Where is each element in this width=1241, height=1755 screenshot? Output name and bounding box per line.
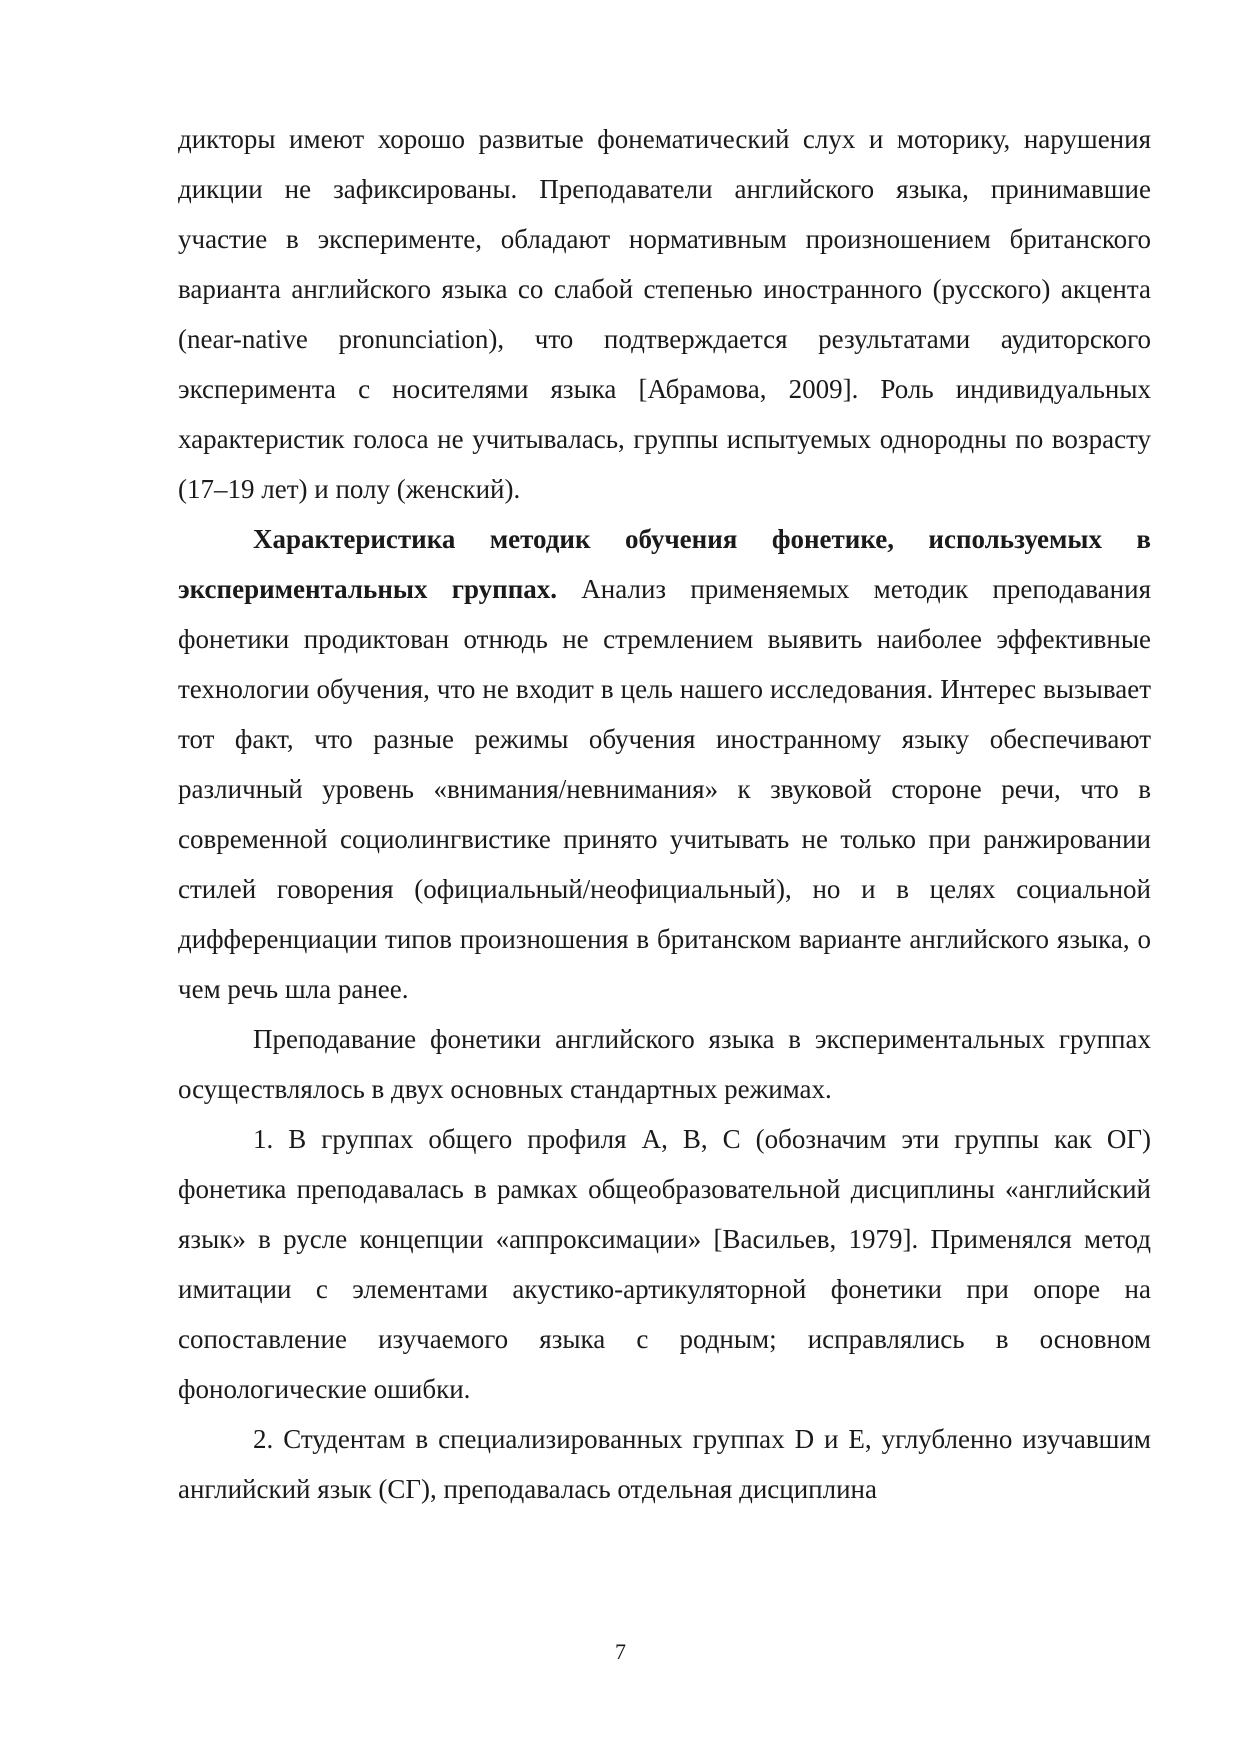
page-number: 7	[615, 1639, 626, 1664]
body-text	[178, 114, 1151, 1514]
section-heading: Характеристика методик обучения фонетике, используемых в экспериментальных группах.	[178, 524, 1151, 604]
paragraph-1: дикторы имеют хорошо развитые фонематический слух и моторику, нарушения дикции не зафиксированы. Преподаватели английского языка, принимавшие участие в эксперименте, обладают нормативным произношением британского варианта английского языка со слабой степенью иностранного (русского) акцента (near-native pronunciation), что подтверждается результатами аудиторского эксперимента с носителями языка [Абрамова, 2009]. Роль индивидуальных характеристик голоса не учитывалась, группы испытуемых однородны по возрасту (17–19 лет) и полу (женский).	[178, 124, 1151, 504]
paragraph-5: 2. Студентам в специализированных группах D и E, углубленно изучавшим английский язык (СГ), преподавалась отдельная дисциплина	[178, 1424, 1151, 1504]
paragraph-3: Преподавание фонетики английского языка в экспериментальных группах осуществлялось в двух основных стандартных режимах.	[178, 1024, 1151, 1104]
paragraph-2	[178, 514, 1151, 1014]
paragraph-2-text: Анализ применяемых методик преподавания фонетики продиктован отнюдь не стремлением выявить наиболее эффективные технологии обучения, что не входит в цель нашего исследования. Интерес вызывает тот факт, что разные режимы обучения иностранному языку обеспечивают различный уровень «внимания/невнимания» к звуковой стороне речи, что в современной социолингвистике принято учитывать не только при ранжировании стилей говорения (официальный/неофициальный), но и в целях социальной дифференциации типов произношения в британском варианте английского языка, о чем речь шла ранее.	[178, 574, 1151, 1004]
paragraph-4: 1. В группах общего профиля A, B, C (обозначим эти группы как ОГ) фонетика преподавалась в рамках общеобразовательной дисциплины «английский язык» в русле концепции «аппроксимации» [Васильев, 1979]. Применялся метод имитации с элементами акустико-артикуляторной фонетики при опоре на сопоставление изучаемого языка с родным; исправлялись в основном фонологические ошибки.	[178, 1124, 1151, 1404]
